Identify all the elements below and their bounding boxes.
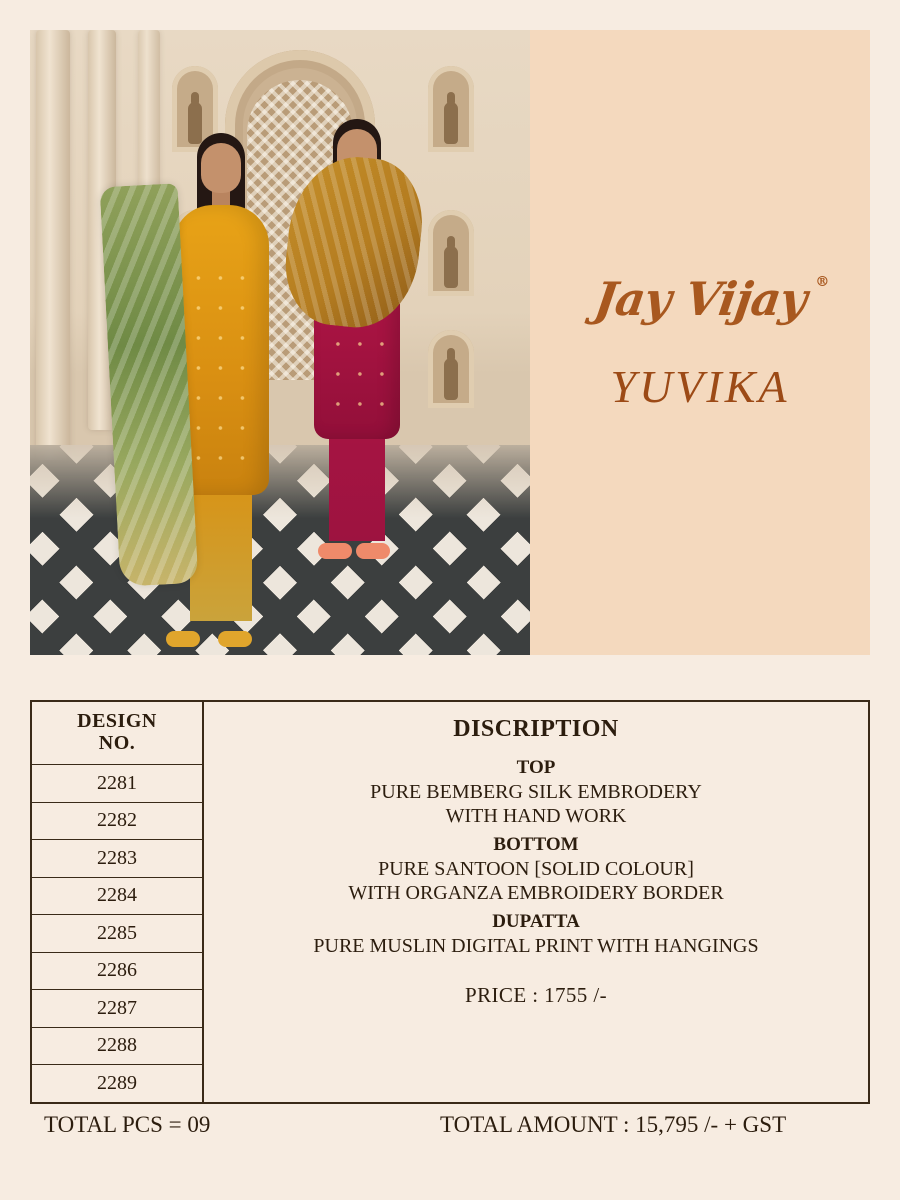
brand-logo-text: Jay Vijay xyxy=(590,272,810,326)
table-row: 2284 xyxy=(32,878,202,916)
description-header: DISCRIPTION xyxy=(453,716,619,742)
table-row: 2287 xyxy=(32,990,202,1028)
design-number-column xyxy=(32,702,204,1102)
section-label-bottom: BOTTOM xyxy=(493,834,579,856)
footwear xyxy=(318,543,352,559)
wall-niche xyxy=(428,66,474,152)
table-row: 2281 xyxy=(32,765,202,803)
vase-icon xyxy=(444,358,458,400)
table-row: 2286 xyxy=(32,953,202,991)
design-header-line-2: NO. xyxy=(98,732,136,754)
section-label-dupatta: DUPATTA xyxy=(492,911,580,933)
model-photograph xyxy=(30,30,530,655)
section-text-top-line-2: WITH HAND WORK xyxy=(445,804,627,827)
model-yellow-outfit xyxy=(126,127,316,647)
footwear xyxy=(218,631,252,647)
total-pcs-label: TOTAL PCS = 09 xyxy=(44,1112,211,1137)
series-title: YUVIKA xyxy=(610,361,790,412)
description-column xyxy=(204,702,868,1102)
section-label-top: TOP xyxy=(516,757,556,778)
footwear xyxy=(166,631,200,647)
table-row: 2289 xyxy=(97,1071,137,1094)
catalog-info-table xyxy=(30,700,870,1104)
brand-panel xyxy=(530,30,870,655)
embroidery-pattern xyxy=(187,263,254,466)
vase-icon xyxy=(444,246,458,288)
table-row: 2285 xyxy=(32,915,202,953)
brand-logo xyxy=(590,272,828,326)
total-amount-label: TOTAL AMOUNT : 15,795 /- + GST xyxy=(440,1112,787,1137)
hero-banner xyxy=(30,30,870,655)
wall-niche xyxy=(428,210,474,296)
vase-icon xyxy=(444,102,458,144)
face xyxy=(201,143,241,193)
table-row: 2283 xyxy=(32,840,202,878)
pillar-icon xyxy=(36,30,70,460)
registered-mark-icon: ® xyxy=(814,274,828,290)
section-text-dupatta-line-1: PURE MUSLIN DIGITAL PRINT WITH HANGINGS xyxy=(313,935,759,958)
price-label: PRICE : 1755 /- xyxy=(465,982,607,1007)
section-text-top-line-1: PURE BEMBERG SILK EMBRODERY xyxy=(370,781,702,803)
footwear xyxy=(356,543,390,559)
catalog-footer xyxy=(30,1112,870,1138)
design-header-line-1: DESIGN xyxy=(77,710,157,733)
table-row: 2282 xyxy=(32,803,202,841)
table-row: 2288 xyxy=(32,1028,202,1066)
wall-niche xyxy=(428,330,474,408)
section-text-bottom-line-2: WITH ORGANZA EMBROIDERY BORDER xyxy=(348,881,724,904)
design-number-header xyxy=(32,702,202,765)
section-text-bottom-line-1: PURE SANTOON [SOLID COLOUR] xyxy=(378,858,694,881)
